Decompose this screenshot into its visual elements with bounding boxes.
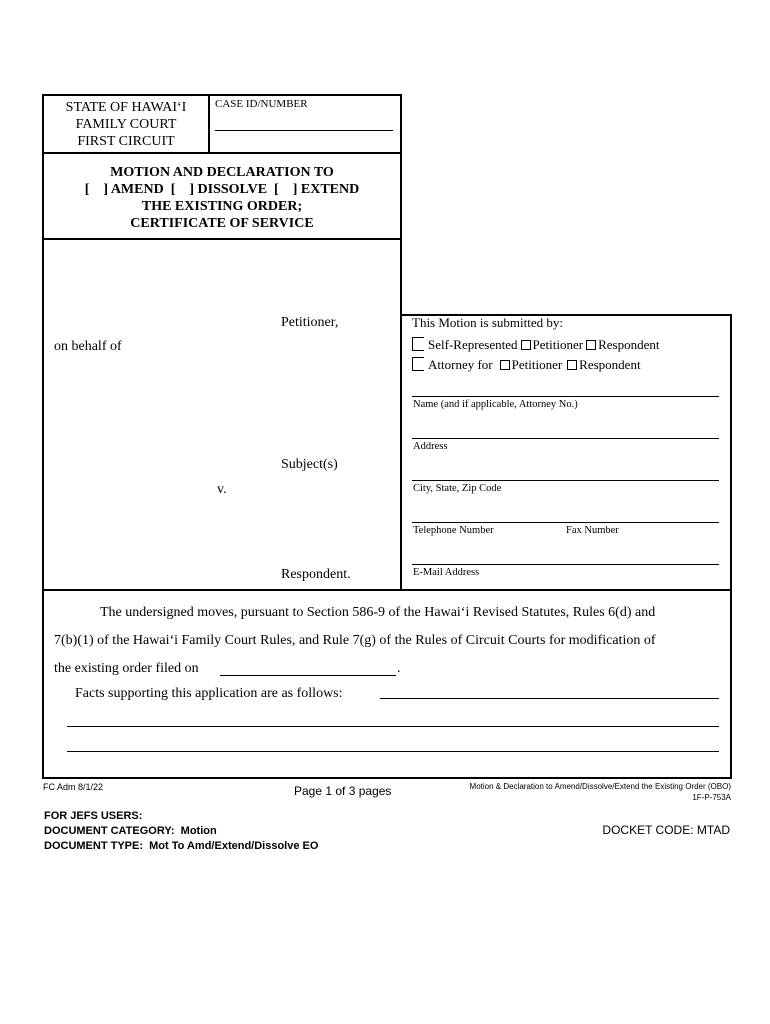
jefs-heading: FOR JEFS USERS: xyxy=(44,810,143,822)
self-represented-label: Self-Represented xyxy=(428,337,518,352)
motion-paragraph-line1: The undersigned moves, pursuant to Section 586-9 of the Hawai‘i Revised Statutes, Rules 6(d) and xyxy=(100,605,656,620)
motion-paragraph-line2: 7(b)(1) of the Hawai‘i Family Court Rules, and Rule 7(g) of the Rules of Circuit Courts for modification of xyxy=(54,633,656,648)
document-type: DOCUMENT TYPE: Mot To Amd/Extend/Dissolve EO xyxy=(44,840,319,852)
petitioner-label: Petitioner, xyxy=(281,315,339,330)
attorney-for-row xyxy=(412,357,641,373)
court-name xyxy=(44,99,208,150)
motion-paragraph-period: . xyxy=(397,661,401,676)
title-line-2: [ ] AMEND [ ] DISSOLVE [ ] EXTEND xyxy=(84,182,360,197)
versus-label: v. xyxy=(217,482,227,497)
document-title xyxy=(44,164,400,232)
form-title: Motion & Declaration to Amend/Dissolve/Extend the Existing Order (OBO) xyxy=(469,782,731,791)
caption-left-border xyxy=(42,238,44,590)
title-line-3: THE EXISTING ORDER; xyxy=(141,199,303,214)
city-label: City, State, Zip Code xyxy=(413,483,502,494)
email-field[interactable] xyxy=(412,564,719,565)
caption-divider xyxy=(400,238,402,316)
fax-label: Fax Number xyxy=(566,525,619,536)
court-line-state: STATE OF HAWAI‘I xyxy=(65,100,187,115)
form-date: FC Adm 8/1/22 xyxy=(43,782,104,792)
page-number: Page 1 of 3 pages xyxy=(294,784,392,798)
attorney-respondent-checkbox[interactable] xyxy=(567,360,577,370)
self-respondent-label: Respondent xyxy=(598,337,660,352)
email-label: E-Mail Address xyxy=(413,567,480,578)
self-petitioner-label: Petitioner xyxy=(532,337,584,352)
submitted-by-box xyxy=(400,314,732,591)
order-filed-date-field[interactable] xyxy=(220,675,396,676)
facts-field-line2[interactable] xyxy=(67,726,719,727)
title-line-1: MOTION AND DECLARATION TO xyxy=(110,165,334,180)
attorney-respondent-label: Respondent xyxy=(579,357,641,372)
name-field[interactable] xyxy=(412,396,719,397)
address-label: Address xyxy=(413,441,448,452)
self-respondent-checkbox[interactable] xyxy=(586,340,596,350)
address-field[interactable] xyxy=(412,438,719,439)
attorney-for-checkbox[interactable] xyxy=(412,357,424,371)
facts-field-line1[interactable] xyxy=(380,698,719,699)
self-petitioner-checkbox[interactable] xyxy=(521,340,531,350)
name-label: Name (and if applicable, Attorney No.) xyxy=(413,399,578,410)
on-behalf-of-label: on behalf of xyxy=(54,339,122,354)
facts-field-line3[interactable] xyxy=(67,751,719,752)
court-line-family: FAMILY COURT xyxy=(75,117,177,132)
city-field[interactable] xyxy=(412,480,719,481)
document-category: DOCUMENT CATEGORY: Motion xyxy=(44,825,217,837)
title-line-4: CERTIFICATE OF SERVICE xyxy=(130,216,314,231)
jefs-block xyxy=(44,809,318,854)
attorney-petitioner-label: Petitioner xyxy=(511,357,563,372)
respondent-label: Respondent. xyxy=(281,567,351,582)
court-line-circuit: FIRST CIRCUIT xyxy=(77,134,175,149)
form-number: 1F-P-753A xyxy=(692,793,731,802)
attorney-petitioner-checkbox[interactable] xyxy=(500,360,510,370)
docket-code: DOCKET CODE: MTAD xyxy=(602,823,730,837)
self-represented-checkbox[interactable] xyxy=(412,337,424,351)
facts-label: Facts supporting this application are as follows: xyxy=(75,686,343,701)
case-id-field[interactable] xyxy=(215,130,393,131)
telephone-label: Telephone Number xyxy=(413,525,494,536)
attorney-for-label: Attorney for xyxy=(428,357,493,372)
subjects-label: Subject(s) xyxy=(281,457,338,472)
motion-paragraph-line3: the existing order filed on xyxy=(54,661,199,676)
self-represented-row xyxy=(412,337,659,353)
submitted-by-heading: This Motion is submitted by: xyxy=(412,315,563,330)
phone-fax-field[interactable] xyxy=(412,522,719,523)
case-id-label: CASE ID/NUMBER xyxy=(215,98,308,110)
